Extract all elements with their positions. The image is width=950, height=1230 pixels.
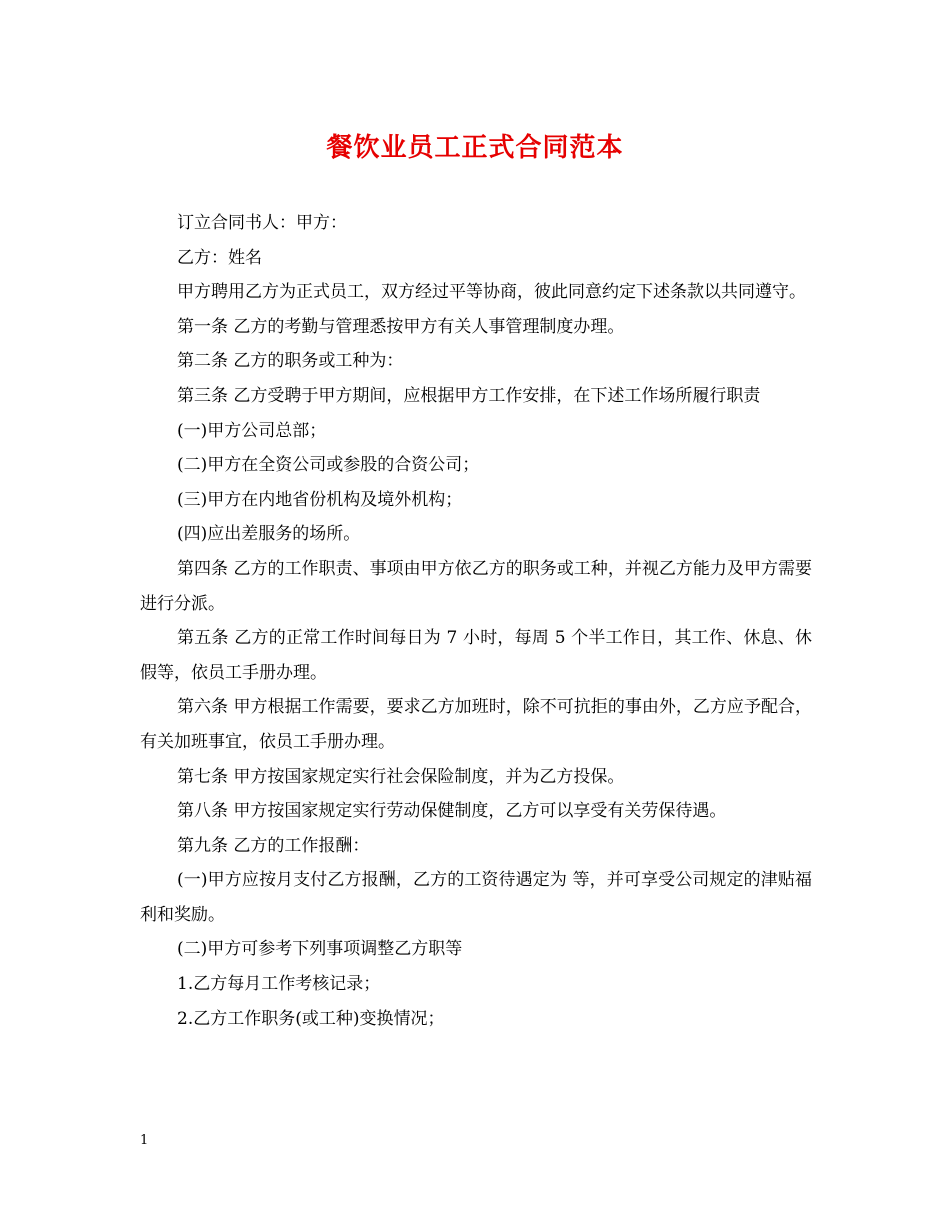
paragraph: 2.乙方工作职务(或工种)变换情况； [177,1008,445,1029]
paragraph: 第七条 甲方按国家规定实行社会保险制度，并为乙方投保。 [177,766,625,787]
paragraph: 乙方：姓名 [177,247,262,268]
paragraph: (一)甲方公司总部； [177,420,327,441]
paragraph: (四)应出差服务的场所。 [177,524,361,545]
page-number: 1 [140,1133,149,1148]
paragraph: 第四条 乙方的工作职责、事项由甲方依乙方的职务或工种，并视乙方能力及甲方需要进行分派。 [140,558,812,614]
paragraph: (三)甲方在内地省份机构及境外机构； [177,489,463,510]
paragraph: 第九条 乙方的工作报酬： [177,835,370,856]
document-title: 餐饮业员工正式合同范本 [326,133,624,163]
paragraph: 订立合同书人：甲方： [177,213,347,233]
paragraph: 第八条 甲方按国家规定实行劳动保健制度，乙方可以享受有关劳保待遇。 [177,801,727,822]
paragraph: (一)甲方应按月支付乙方报酬，乙方的工资待遇定为 等，并可享受公司规定的津贴福利和奖励。 [140,870,812,925]
paragraph: 1.乙方每月工作考核记录； [177,974,381,995]
paragraph: 第二条 乙方的职务或工种为： [177,351,404,372]
paragraph: 第一条 乙方的考勤与管理悉按甲方有关人事管理制度办理。 [177,316,625,337]
paragraph: 第六条 甲方根据工作需要，要求乙方加班时，除不可抗拒的事由外，乙方应予配合，有关加班事宜，依员工手册办理。 [140,697,812,752]
document-body [140,206,812,1036]
paragraph: 第五条 乙方的正常工作时间每日为 7 小时，每周 5 个半工作日，其工作、休息、休假等，依员工手册办理。 [140,628,812,683]
paragraph: (二)甲方在全资公司或参股的合资公司； [177,455,480,476]
paragraph: 第三条 乙方受聘于甲方期间，应根据甲方工作安排，在下述工作场所履行职责 [177,385,761,406]
paragraph: 甲方聘用乙方为正式员工，双方经过平等协商，彼此同意约定下述条款以共同遵守。 [177,282,806,303]
paragraph: (二)甲方可参考下列事项调整乙方职等 [177,939,463,960]
